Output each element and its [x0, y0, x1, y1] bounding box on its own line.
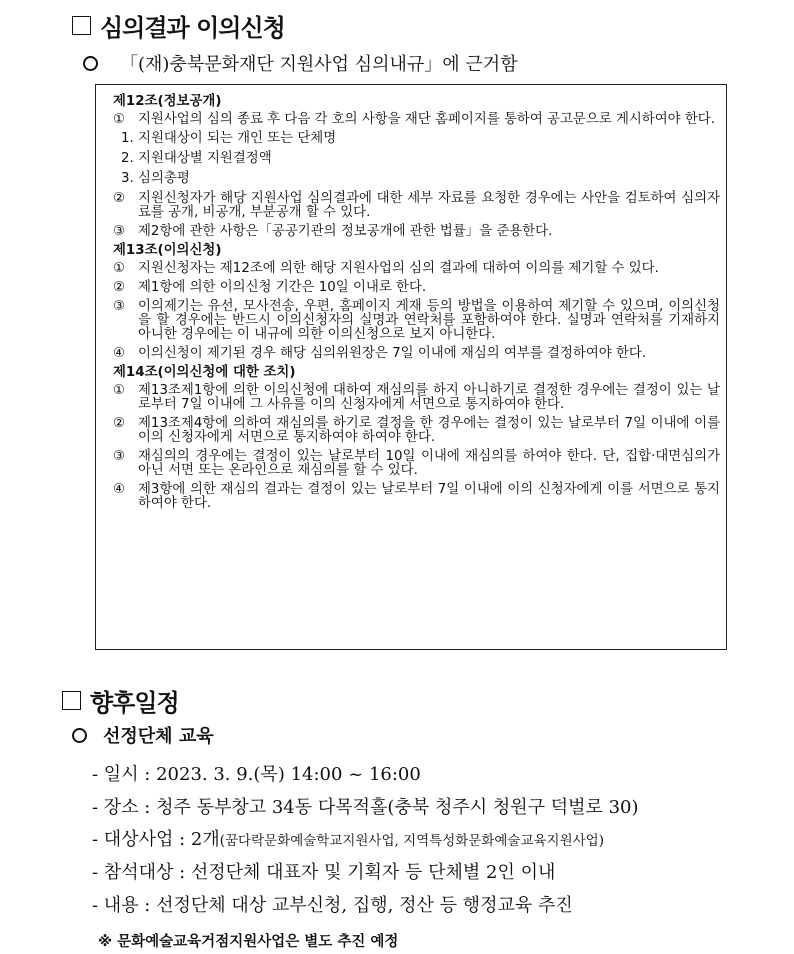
checkbox-square-icon: [62, 691, 81, 710]
regulation-box: [95, 84, 727, 650]
article-subitem: 1. 지원대상이 되는 개인 또는 단체명: [121, 131, 337, 146]
schedule-item-attendees: - 참석대상 : 선정단체 대표자 및 기획자 등 단체별 2인 이내: [92, 862, 556, 883]
paragraph-text: 지원신청자가 해당 지원사업 심의결과에 대한 세부 자료를 요청한 경우에는 사안을 검토하여 심의자료를 공개, 비공개, 부분공개 할 수 있다.: [138, 191, 720, 220]
schedule-subtitle-text: 선정단체 교육: [103, 726, 214, 747]
article-paragraph: [113, 300, 726, 342]
section-heading-review-appeal: [72, 8, 285, 43]
paragraph-number: ③: [113, 299, 126, 314]
schedule-item-date: - 일시 : 2023. 3. 9.(목) 14:00 ~ 16:00: [92, 764, 421, 785]
paragraph-text: 이의제기는 유선, 모사전송, 우편, 홈페이지 게재 등의 방법을 이용하여 제기할 수 있으며, 이의신청을 할 경우에는 반드시 이의신청자의 실명과 연락처를 포함하여야 한다. 실명과 연락처를 기재하지 아니한 경우에는 이 내규에 의한 이의신청으로 보지 아니한다.: [138, 299, 720, 342]
article-paragraph: [113, 417, 726, 445]
checkbox-square-icon: [72, 16, 91, 35]
paragraph-number: ①: [113, 261, 126, 276]
article-title: 제12조(정보공개): [113, 94, 222, 109]
schedule-subtitle: [72, 722, 214, 748]
schedule-item-content: - 내용 : 선정단체 대상 교부신청, 집행, 정산 등 행정교육 추진: [92, 895, 573, 916]
article-paragraph: [113, 384, 726, 412]
article-title: 제14조(이의신청에 대한 조치): [113, 365, 296, 380]
article-paragraph: [113, 450, 726, 478]
paragraph-text: 지원신청자는 제12조에 의한 해당 지원사업의 심의 결과에 대하여 이의를 제기할 수 있다.: [138, 261, 659, 276]
article-paragraph: [113, 281, 726, 295]
paragraph-text: 제2항에 관한 사항은「공공기관의 정보공개에 관한 법률」을 준용한다.: [138, 224, 553, 239]
paragraph-text: 지원사업의 심의 종료 후 다음 각 호의 사항을 재단 홈페이지를 통하여 공고문으로 게시하여야 한다.: [138, 112, 716, 127]
article-paragraph: [113, 347, 726, 361]
article-paragraph: [113, 262, 726, 276]
article-paragraph: [113, 225, 726, 239]
section-title: 향후일정: [90, 689, 179, 717]
paragraph-number: ③: [113, 224, 126, 239]
schedule-item-place: - 장소 : 청주 동부창고 34동 다목적홀(충북 청주시 청원구 덕벌로 30): [92, 797, 639, 818]
paragraph-number: ①: [113, 383, 126, 398]
schedule-item-programs: - 대상사업 : 2개(꿈다락문화예술학교지원사업, 지역특성화문화예술교육지원사업): [92, 829, 604, 850]
paragraph-number: ②: [113, 280, 126, 295]
article-paragraph: [113, 483, 726, 511]
paragraph-text: 이의신청이 제기된 경우 해당 심의위원장은 7일 이내에 재심의 여부를 결정하여야 한다.: [138, 346, 647, 361]
paragraph-number: ②: [113, 191, 126, 206]
circle-bullet-icon: [72, 728, 87, 743]
schedule-item-programs-detail: (꿈다락문화예술학교지원사업, 지역특성화문화예술교육지원사업): [219, 833, 604, 849]
basis-text: 「(재)충북문화재단 지원사업 심의내규」에 근거함: [120, 54, 518, 75]
circle-bullet-icon: [83, 56, 98, 71]
paragraph-number: ④: [113, 482, 126, 497]
paragraph-text: 제13조제1항에 의한 이의신청에 대하여 재심의를 하지 아니하기로 결정한 경우에는 결정이 있는 날로부터 7일 이내에 그 사유를 이의 신청자에게 서면으로 통지하여야 한다.: [138, 383, 720, 412]
paragraph-text: 제1항에 의한 이의신청 기간은 10일 이내로 한다.: [138, 280, 427, 295]
article-subitem: 2. 지원대상별 지원결정액: [121, 151, 272, 166]
section-heading-schedule: [62, 683, 179, 718]
paragraph-number: ④: [113, 346, 126, 361]
article-paragraph: [113, 192, 726, 220]
article-subitem: 3. 심의총평: [121, 171, 190, 186]
paragraph-text: 제13조제4항에 의하여 재심의를 하기로 결정을 한 경우에는 결정이 있는 날로부터 7일 이내에 이를 이의 신청자에게 서면으로 통지하여야 하여야 한다.: [138, 416, 720, 445]
article-paragraph: [113, 113, 726, 127]
paragraph-number: ③: [113, 449, 126, 464]
article-title: 제13조(이의신청): [113, 243, 222, 258]
paragraph-number: ①: [113, 112, 126, 127]
section-title: 심의결과 이의신청: [100, 14, 285, 42]
paragraph-number: ②: [113, 416, 126, 431]
paragraph-text: 재심의의 경우에는 결정이 있는 날로부터 10일 이내에 재심의를 하여야 한다. 단, 집합·대면심의가 아닌 서면 또는 온라인으로 재심의를 할 수 있다.: [138, 449, 720, 478]
schedule-note: ※ 문화예술교육거점지원사업은 별도 추진 예정: [98, 934, 399, 950]
paragraph-text: 제3항에 의한 재심의 결과는 결정이 있는 날로부터 7일 이내에 이의 신청자에게 이를 서면으로 통지하여야 한다.: [138, 482, 720, 511]
basis-line: [83, 50, 518, 76]
